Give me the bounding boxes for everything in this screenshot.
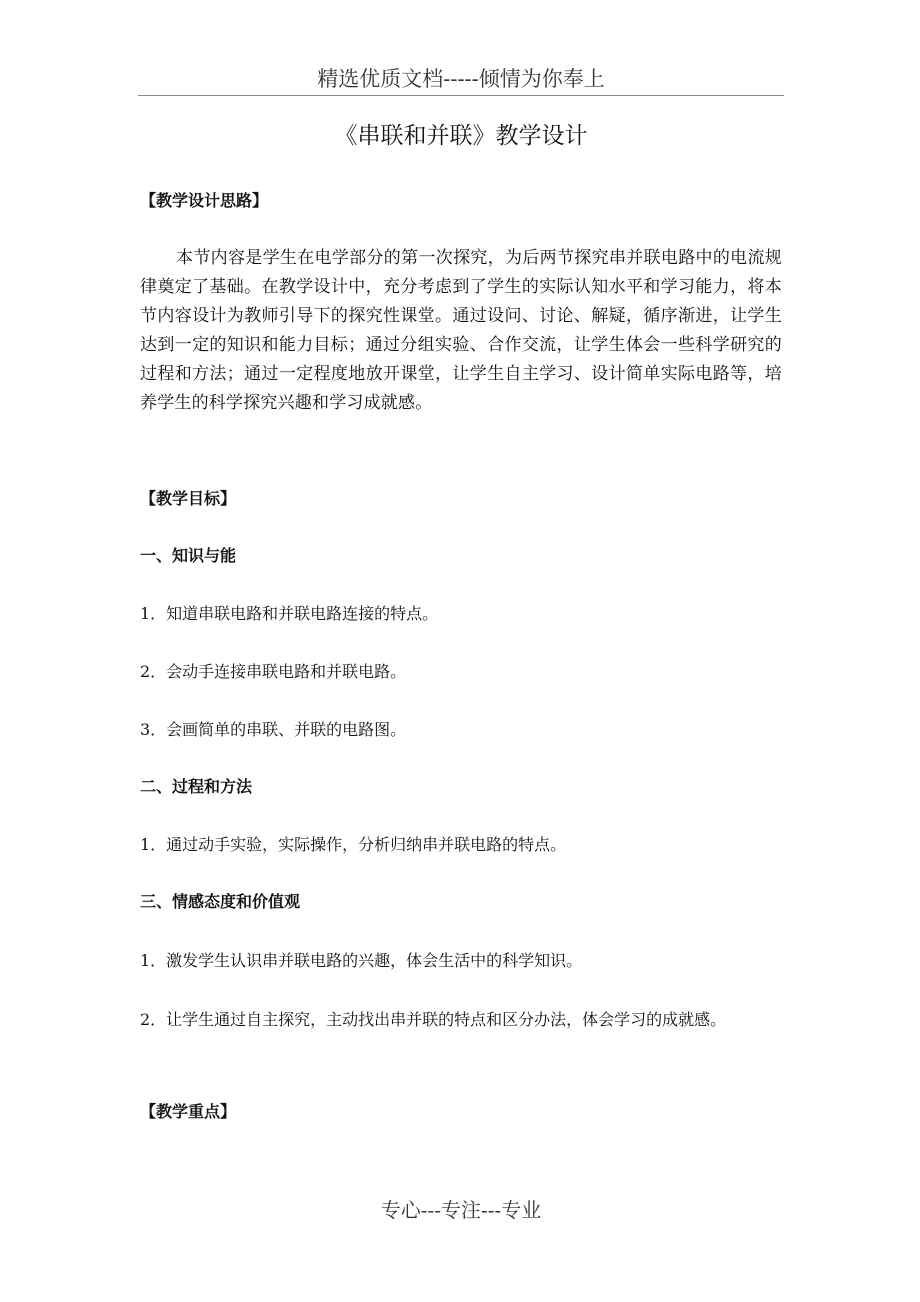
heading-emotion: 三、情感态度和价值观	[140, 892, 301, 911]
heading-process: 二、过程和方法	[140, 777, 253, 796]
knowledge-item-1: 1．知道串联电路和并联电路连接的特点。	[140, 604, 439, 623]
heading-knowledge: 一、知识与能	[140, 546, 237, 565]
page-footer: 专心---专注---专业	[380, 1198, 542, 1222]
heading-design-idea: 【教学设计思路】	[140, 191, 269, 210]
knowledge-item-3: 3．会画简单的串联、并联的电路图。	[140, 720, 407, 739]
process-item-1: 1．通过动手实验，实际操作，分析归纳串并联电路的特点。	[140, 835, 567, 854]
heading-goals: 【教学目标】	[140, 489, 237, 508]
page-header: 精选优质文档-----倾情为你奉上	[317, 67, 605, 91]
header-divider	[138, 95, 784, 96]
emotion-item-2: 2．让学生通过自主探究，主动找出串并联的特点和区分办法，体会学习的成就感。	[140, 1010, 727, 1029]
knowledge-item-2: 2．会动手连接串联电路和并联电路。	[140, 662, 407, 681]
document-title: 《串联和并联》教学设计	[334, 123, 588, 149]
heading-key-points: 【教学重点】	[140, 1102, 237, 1121]
design-idea-paragraph: 本节内容是学生在电学部分的第一次探究，为后两节探究串并联电路中的电流规律奠定了基础。在教学设计中，充分考虑到了学生的实际认知水平和学习能力，将本节内容设计为教师引导下的探究性课堂。通过设问、讨论、解疑，循序渐进，让学生达到一定的知识和能力目标；通过分组实验、合作交流，让学生体会一些科学研究的过程和方法；通过一定程度地放开课堂，让学生自主学习、设计简单实际电路等，培养学生的科学探究兴趣和学习成就感。	[140, 248, 782, 413]
emotion-item-1: 1．激发学生认识串并联电路的兴趣，体会生活中的科学知识。	[140, 951, 583, 970]
